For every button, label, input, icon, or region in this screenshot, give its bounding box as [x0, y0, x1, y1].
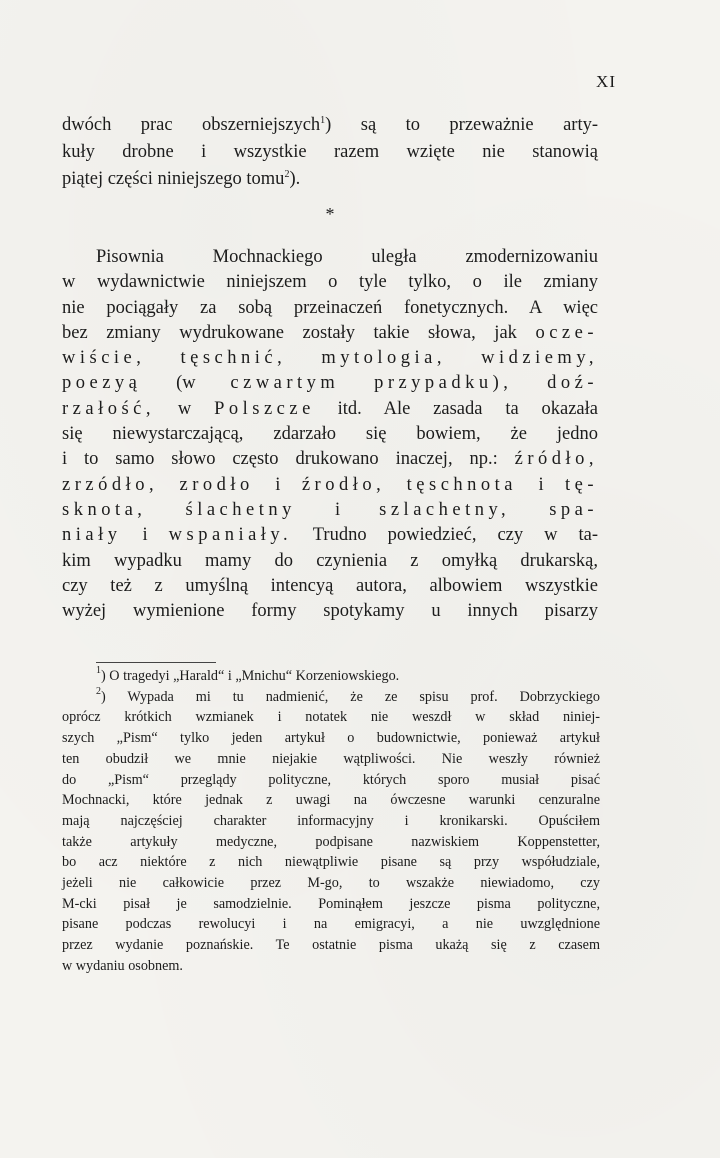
- footnote-line: mają najczęściej charakter informacyjny i kronikarski. Opuściłem: [62, 812, 600, 829]
- text-line: wyżej wymienione formy spotykamy u innych pisarzy: [62, 601, 598, 622]
- spaced-word: Polszcze: [214, 398, 315, 419]
- spaced-word: ślachetny: [185, 499, 296, 520]
- spaced-word: doź-: [547, 373, 599, 394]
- text-line: i to samo słowo często drukowano inaczej, np.: źródło,: [62, 449, 599, 470]
- spaced-word: spa-: [549, 499, 599, 520]
- spaced-word: tę-: [565, 474, 599, 495]
- spaced-word: szlachetny,: [379, 499, 511, 520]
- spaced-word: zrodło: [179, 474, 254, 495]
- spaced-word: mytologia,: [321, 348, 447, 369]
- spaced-word: zrzódło,: [62, 474, 159, 495]
- text-line: [62, 346, 598, 371]
- paragraph-orthography: [62, 245, 598, 624]
- paragraph-continuation: [62, 112, 598, 192]
- spaced-word: sknota,: [62, 499, 147, 520]
- spaced-word: przypadku),: [374, 373, 513, 394]
- text-line: piątej części niniejszego tomu$^2$).: [62, 168, 301, 189]
- spaced-word: źródło,: [514, 449, 599, 470]
- spaced-word: poezyą: [62, 373, 142, 394]
- text-line: czy też z umyślną intencyą autora, albowiem wszystkie: [62, 575, 598, 596]
- spaced-word: czwartym: [230, 373, 340, 394]
- spaced-word: rzałość,: [62, 398, 156, 419]
- text-line: Pisownia Mochnackiego uległa zmodernizowaniu: [96, 247, 598, 267]
- spaced-word: niały: [62, 525, 122, 546]
- spaced-word: tęschnić,: [180, 348, 287, 369]
- page-number: XI: [596, 72, 616, 91]
- footnote-line: M-cki pisał je samodzielnie. Pominąłem jeszcze pisma polityczne,: [62, 895, 600, 912]
- spaced-word: widziemy,: [481, 348, 599, 369]
- spaced-word: źrodło,: [301, 474, 386, 495]
- footnote-line: także artykuły medyczne, podpisane nazwiskiem Koppenstetter,: [62, 833, 600, 850]
- footnotes: [62, 666, 600, 977]
- footnote-line: szych „Pism“ tylko jeden artykuł o budownictwie, ponieważ artykuł: [62, 730, 600, 747]
- footnote-mark: 1: [96, 665, 101, 676]
- footnote-divider: [96, 662, 216, 663]
- footnote-mark: 1: [320, 115, 326, 126]
- spaced-word: wspaniały.: [168, 525, 293, 546]
- spaced-word: tęschnota: [406, 474, 518, 495]
- footnote-line: jeżeli nie całkowicie przez M-go, to wszakże niewiadomo, czy: [62, 875, 600, 892]
- section-separator: *: [325, 204, 335, 224]
- text-line: zrzódło, zrodło i źrodło, tęschnota i tę-: [62, 474, 599, 495]
- footnote-line: bo acz niektóre z nich niewątpliwie pisane są przy współudziale,: [62, 854, 600, 871]
- text-line: dwóch prac obszerniejszych$^1$) są to przeważnie arty-: [62, 115, 598, 135]
- spaced-word: wiście,: [62, 348, 146, 369]
- footnote-line: oprócz krótkich wzmianek i notatek nie weszdł w skład niniej-: [62, 709, 600, 726]
- footnote-mark: 2: [96, 685, 101, 697]
- footnote-mark: 2: [284, 168, 290, 180]
- footnote-line: pisane podczas rewolucyi i na emigracyi, a nie uwzględnione: [62, 916, 600, 933]
- text-line: sknota, ślachetny i szlachetny, spa-: [62, 499, 599, 520]
- spaced-word: ocze-: [535, 322, 599, 343]
- footnote-1: $^1$) O tragedyi „Harald“ i „Mnichu“ Korzeniowskiego.: [96, 665, 400, 684]
- text-line: kuły drobne i wszystkie razem wzięte nie stanowią: [62, 141, 598, 162]
- footnote-line: Mochnacki, które jednak z uwagi na ówczesne warunki cenzuralne: [62, 792, 600, 809]
- text-line: bez zmiany wydrukowane zostały takie słowa, jak ocze-: [62, 322, 599, 343]
- text-line: w wydawnictwie niniejszem o tyle tylko, o ile zmiany: [62, 272, 598, 293]
- footnote-line: do „Pism“ przeglądy polityczne, których sporo musiał pisać: [62, 771, 600, 788]
- text-line: kim wypadku mamy do czynienia z omyłką drukarską,: [62, 550, 598, 571]
- text-line: się niewystarczającą, zdarzało się bowiem, że jedno: [62, 424, 598, 445]
- text-line: niały i wspaniały. Trudno powiedzieć, czy w ta-: [62, 525, 599, 546]
- footnote-line: ten obudził we mnie niejakie wątpliwości. Nie weszły również: [62, 750, 600, 767]
- text-line: nie pociągały za sobą przeinaczeń fonetycznych. A więc: [62, 297, 598, 318]
- footnote-line: przez wydanie poznańskie. Te ostatnie pisma ukażą się z czasem: [62, 937, 600, 954]
- footnote-line: w wydaniu osobnem.: [62, 957, 183, 974]
- text-line: poezyą (w czwartym przypadku), doź-: [62, 373, 599, 394]
- footnote-2: $^2$) Wypada mi tu nadmienić, że ze spisu prof. Dobrzyckiego: [96, 685, 600, 705]
- text-line: rzałość, w Polszcze itd. Ale zasada ta okazała: [62, 398, 598, 419]
